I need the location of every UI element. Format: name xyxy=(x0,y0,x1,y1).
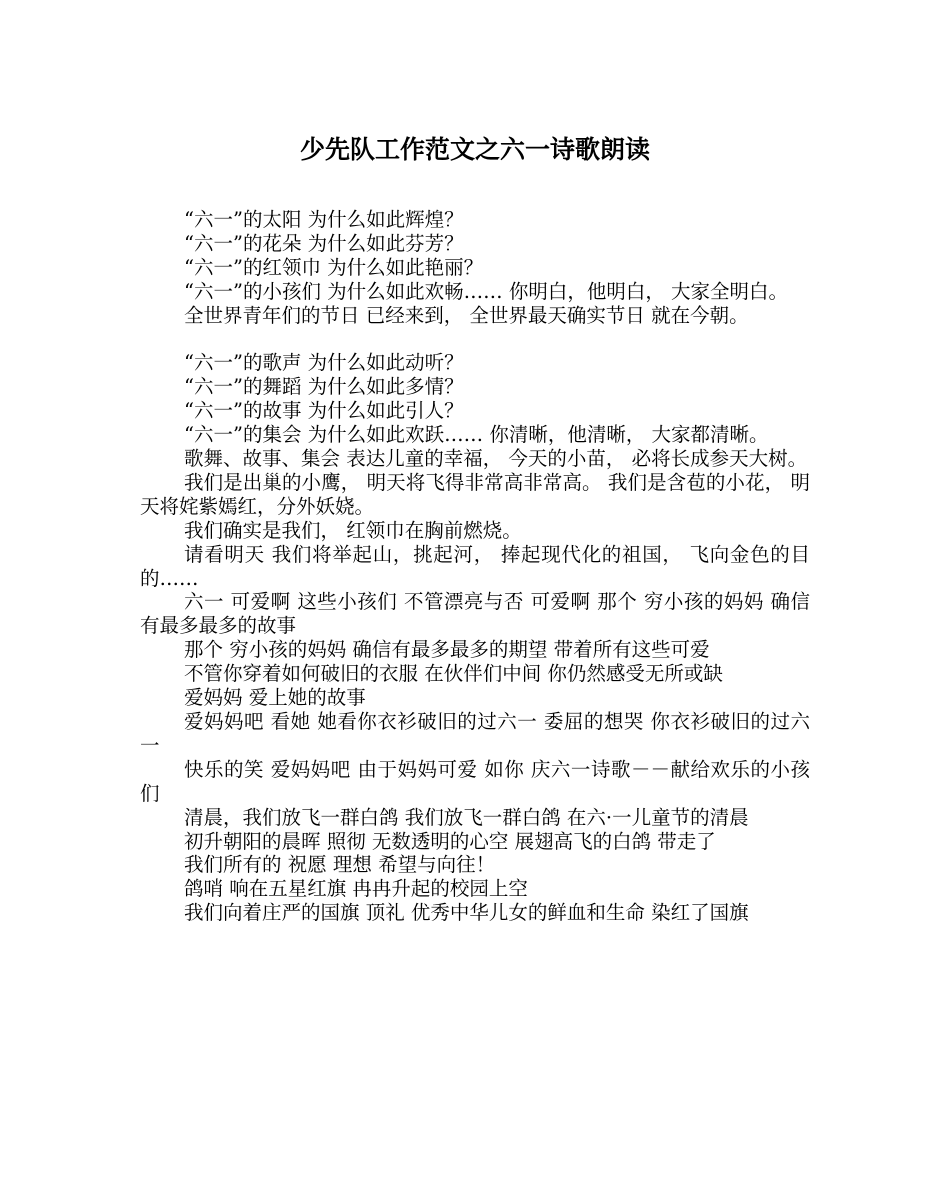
poem-line: 我们向着庄严的国旗 顶礼 优秀中华儿女的鲜血和生命 染红了国旗 xyxy=(184,901,749,925)
poem-line: 不管你穿着如何破旧的衣服 在伙伴们中间 你仍然感受无所或缺 xyxy=(184,662,723,686)
document-title: 少先队工作范文之六一诗歌朗读 xyxy=(299,135,650,164)
poem-line: 爱妈妈吧 看她 她看你衣衫破旧的过六一 委屈的想哭 你衣衫破旧的过六一 xyxy=(140,710,810,757)
poem-line: 初升朝阳的晨晖 照彻 无数透明的心空 展翅高飞的白鸽 带走了 xyxy=(184,829,716,853)
poem-line: “六一”的集会 为什么如此欢跃…… 你清晰，他清晰， 大家都清晰。 xyxy=(184,423,769,447)
poem-line: 快乐的笑 爱妈妈吧 由于妈妈可爱 如你 庆六一诗歌－－献给欢乐的小孩们 xyxy=(140,757,810,805)
poem-line: “六一”的小孩们 为什么如此欢畅…… 你明白，他明白， 大家全明白。 xyxy=(184,279,789,303)
poem-line: “六一”的红领巾 为什么如此艳丽？ xyxy=(184,255,484,279)
poem-line: 全世界青年们的节日 已经来到， 全世界最天确实节日 就在今朝。 xyxy=(184,303,749,327)
poem-line: “六一”的花朵 为什么如此芬芳？ xyxy=(184,231,464,255)
poem-line: 请看明天 我们将举起山，挑起河， 捧起现代化的祖国， 飞向金色的目的…… xyxy=(140,542,810,590)
poem-line: 鸽哨 响在五星红旗 冉冉升起的校园上空 xyxy=(184,877,528,901)
poem-line: 六一 可爱啊 这些小孩们 不管漂亮与否 可爱啊 那个 穷小孩的妈妈 确信有最多最多的故事 xyxy=(140,590,810,638)
poem-line: 我们确实是我们， 红领巾在胸前燃烧。 xyxy=(184,518,522,542)
poem-line: 我们是出巢的小鹰， 明天将飞得非常高非常高。 我们是含苞的小花， 明天将姹紫嫣红，分外妖娆。 xyxy=(140,470,810,518)
stanza-break xyxy=(140,328,810,352)
poem-line: 歌舞、故事、集会 表达儿童的幸福， 今天的小苗， 必将长成参天大树。 xyxy=(184,447,808,471)
poem-line: 清晨，我们放飞一群白鸽 我们放飞一群白鸽 在六·一儿童节的清晨 xyxy=(184,805,749,829)
poem-line: “六一”的舞蹈 为什么如此多情？ xyxy=(184,375,464,399)
document-body xyxy=(140,208,810,925)
poem-line: “六一”的故事 为什么如此引人？ xyxy=(184,399,464,423)
poem-line: 那个 穷小孩的妈妈 确信有最多最多的期望 带着所有这些可爱 xyxy=(184,638,710,662)
poem-line: 我们所有的 祝愿 理想 希望与向往！ xyxy=(184,853,496,877)
poem-line: “六一”的歌声 为什么如此动听？ xyxy=(184,351,464,375)
poem-line: “六一”的太阳 为什么如此辉煌？ xyxy=(184,208,464,231)
poem-line: 爱妈妈 爱上她的故事 xyxy=(184,686,366,710)
